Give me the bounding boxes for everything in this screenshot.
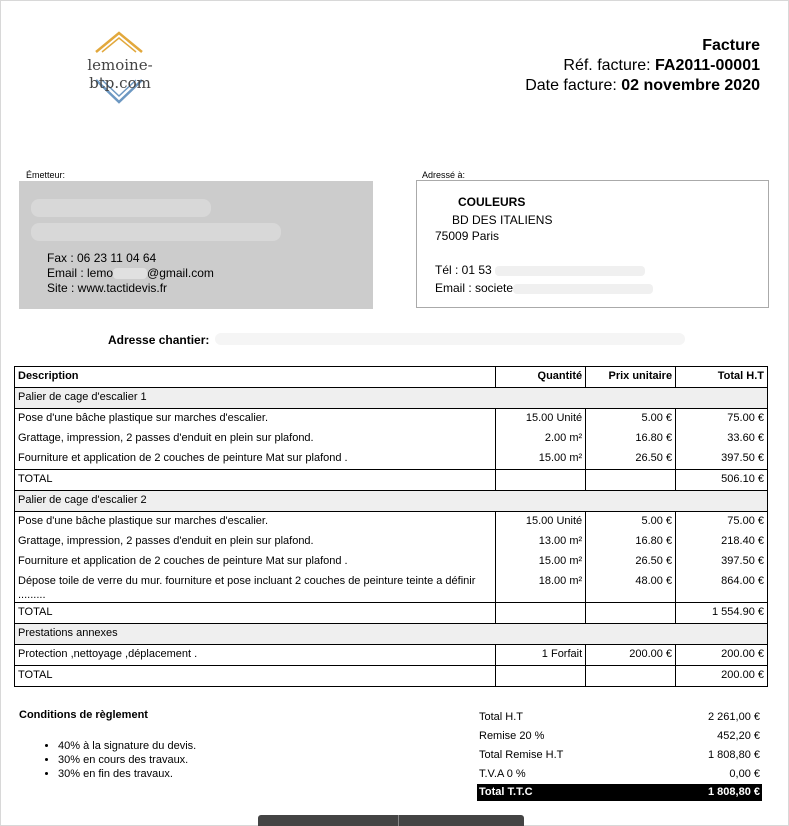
- col-description: Description: [15, 367, 496, 388]
- cell-description: Protection ,nettoyage ,déplacement .: [15, 645, 496, 666]
- section-header-row: [15, 388, 768, 409]
- conditions-title: Conditions de règlement: [19, 709, 148, 721]
- section-header-row: [15, 624, 768, 645]
- cell-unit-price: 48.00 €: [586, 572, 676, 603]
- cell-unit-price: 26.50 €: [586, 449, 676, 470]
- empty-cell: [586, 603, 676, 624]
- issuer-site: Site : www.tactidevis.fr: [47, 281, 168, 295]
- section-total-value: 506.10 €: [676, 470, 768, 491]
- section-title: Prestations annexes: [15, 624, 768, 645]
- recipient-street: BD DES ITALIENS: [452, 213, 553, 227]
- cell-quantity: 18.00 m²: [496, 572, 586, 603]
- cell-unit-price: 16.80 €: [586, 429, 676, 449]
- recipient-city: 75009 Paris: [435, 229, 500, 243]
- col-quantity: Quantité: [496, 367, 586, 388]
- logo-text: lemoine-btp.com: [87, 56, 153, 92]
- invoice-header: [525, 36, 760, 96]
- site-address-label: Adresse chantier:: [108, 333, 210, 347]
- cell-description: Grattage, impression, 2 passes d'enduit en plein sur plafond.: [15, 429, 496, 449]
- redacted-block: [31, 223, 281, 241]
- issuer-label: Émetteur:: [26, 170, 66, 180]
- cell-total: 864.00 €: [676, 572, 768, 603]
- ref-value: FA2011-00001: [655, 57, 760, 74]
- cell-total: 218.40 €: [676, 532, 768, 552]
- table-row: [15, 532, 768, 552]
- section-total-value: 1 554.90 €: [676, 603, 768, 624]
- cell-total: 33.60 €: [676, 429, 768, 449]
- table-row: [15, 645, 768, 666]
- cell-quantity: 15.00 m²: [496, 449, 586, 470]
- date-label: Date facture:: [525, 77, 617, 94]
- invoice-reference: [525, 56, 760, 76]
- recipient-box: [416, 180, 769, 308]
- cell-total: 397.50 €: [676, 552, 768, 572]
- section-total-label: TOTAL: [15, 666, 496, 687]
- table-row: [15, 552, 768, 572]
- cell-total: 75.00 €: [676, 512, 768, 533]
- cell-description: Fourniture et application de 2 couches de peinture Mat sur plafond .: [15, 449, 496, 470]
- grand-total-row: Total T.T.C 1 808,80 €: [477, 784, 762, 801]
- recipient-name: COULEURS: [458, 195, 526, 209]
- table-row: [15, 429, 768, 449]
- table-row: [15, 449, 768, 470]
- col-unit-price: Prix unitaire: [586, 367, 676, 388]
- empty-cell: [586, 666, 676, 687]
- section-total-label: TOTAL: [15, 603, 496, 624]
- empty-cell: [496, 666, 586, 687]
- issuer-email: Email : lemo @gmail.com: [47, 266, 214, 280]
- cell-quantity: 1 Forfait: [496, 645, 586, 666]
- cell-quantity: 13.00 m²: [496, 532, 586, 552]
- conditions-list: [30, 739, 196, 781]
- section-total-label: TOTAL: [15, 470, 496, 491]
- cell-description: Pose d'une bâche plastique sur marches d'escalier.: [15, 512, 496, 533]
- cell-unit-price: 5.00 €: [586, 409, 676, 430]
- list-item: • 40% à la signature du devis.: [58, 739, 196, 753]
- ref-label: Réf. facture:: [563, 57, 651, 74]
- section-header-row: [15, 491, 768, 512]
- recipient-email: Email : societe: [435, 281, 653, 295]
- table-row: [15, 409, 768, 430]
- totals-summary: [477, 708, 762, 801]
- recipient-tel: Tél : 01 53: [435, 263, 645, 277]
- issuer-fax: Fax : 06 23 11 04 64: [47, 251, 157, 265]
- section-title: Palier de cage d'escalier 1: [15, 388, 768, 409]
- table-row: [15, 512, 768, 533]
- recipient-label: Adressé à:: [422, 170, 466, 180]
- empty-cell: [496, 603, 586, 624]
- cell-description: Fourniture et application de 2 couches de peinture Mat sur plafond .: [15, 552, 496, 572]
- section-total-row: [15, 603, 768, 624]
- vat-row: T.V.A 0 % 0,00 €: [479, 768, 760, 780]
- section-total-row: [15, 666, 768, 687]
- list-item: • 30% en cours des travaux.: [58, 753, 196, 767]
- cell-unit-price: 5.00 €: [586, 512, 676, 533]
- table-row: [15, 572, 768, 603]
- cell-unit-price: 26.50 €: [586, 552, 676, 572]
- cell-total: 200.00 €: [676, 645, 768, 666]
- section-total-value: 200.00 €: [676, 666, 768, 687]
- list-item: • 30% en fin des travaux.: [58, 767, 196, 781]
- items-table: [14, 366, 768, 687]
- section-total-row: [15, 470, 768, 491]
- cell-quantity: 15.00 m²: [496, 552, 586, 572]
- date-value: 02 novembre 2020: [621, 77, 760, 94]
- cell-description: Pose d'une bâche plastique sur marches d'escalier.: [15, 409, 496, 430]
- table-header-row: [15, 367, 768, 388]
- empty-cell: [586, 470, 676, 491]
- cell-quantity: 15.00 Unité: [496, 512, 586, 533]
- cell-description: Dépose toile de verre du mur. fourniture et pose incluant 2 couches de peinture teinte a définir .........: [15, 572, 496, 603]
- redacted-block: [31, 199, 211, 217]
- company-logo: [60, 30, 190, 110]
- issuer-details: [47, 251, 214, 296]
- col-total: Total H.T: [676, 367, 768, 388]
- invoice-date: [525, 76, 760, 96]
- cell-quantity: 2.00 m²: [496, 429, 586, 449]
- cell-description: Grattage, impression, 2 passes d'enduit en plein sur plafond.: [15, 532, 496, 552]
- discount-row: Remise 20 % 452,20 €: [479, 730, 760, 742]
- redacted-block: [215, 333, 685, 345]
- cell-total: 75.00 €: [676, 409, 768, 430]
- empty-cell: [496, 470, 586, 491]
- cell-quantity: 15.00 Unité: [496, 409, 586, 430]
- cell-total: 397.50 €: [676, 449, 768, 470]
- invoice-title: Facture: [702, 37, 760, 54]
- cell-unit-price: 16.80 €: [586, 532, 676, 552]
- total-ht-row: Total H.T 2 261,00 €: [479, 711, 760, 723]
- cell-unit-price: 200.00 €: [586, 645, 676, 666]
- viewer-toolbar[interactable]: [258, 815, 524, 826]
- total-after-discount-row: Total Remise H.T 1 808,80 €: [479, 749, 760, 761]
- section-title: Palier de cage d'escalier 2: [15, 491, 768, 512]
- issuer-box: [19, 181, 373, 309]
